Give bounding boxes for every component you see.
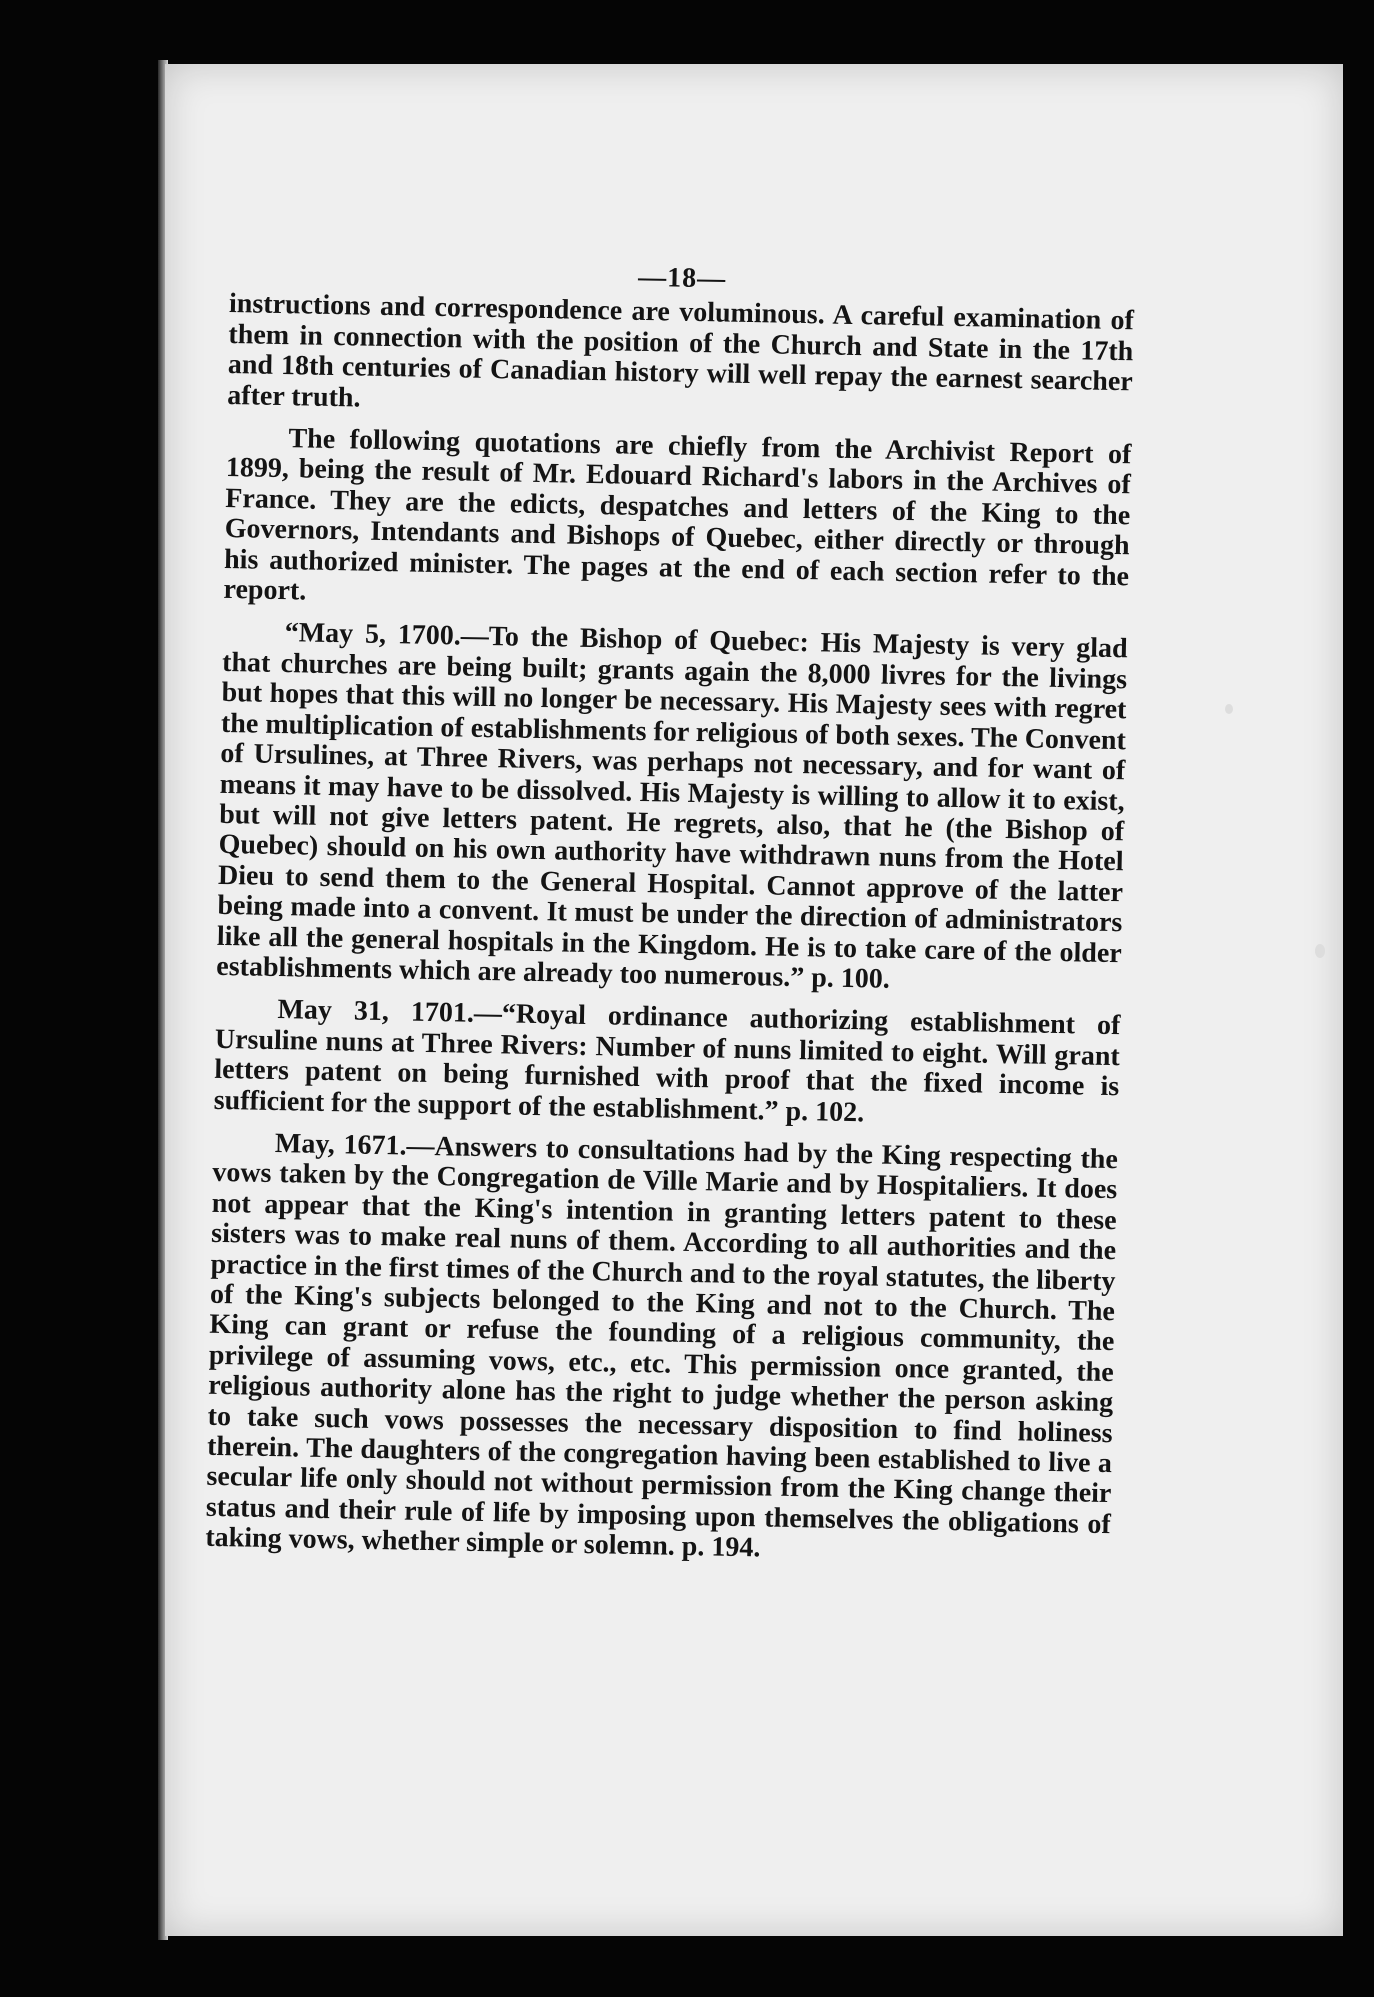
- page-number: —18—: [637, 261, 727, 295]
- paragraph-intro: instructions and correspondence are voluminous. A careful examination of them in connection with the position of the Church and State in the 17th and 18th centuries of Canadian history will well repay the earnest searcher after truth.: [227, 288, 1135, 414]
- scan-speck: [1225, 704, 1233, 714]
- scan-speck: [1315, 944, 1325, 958]
- paragraph-may-1671: May, 1671.—Answers to consultations had by the King respecting the vows taken by the Congregation de Ville Marie and by Hospitaliers. It does not appear that the King's intention in granting letters patent to these sisters was to make real nuns of them. According to all authorities and the practice in the first times of the Church and to the royal statutes, the liberty of the King's subjects belonged to the King and not to the Church. The King can grant or refuse the founding of a religious community, the privilege of assuming vows, etc., etc. This permission once granted, the religious authority alone has the right to judge whether the person asking to take such vows possesses the necessary disposition to find holiness therein. The daughters of the congregation having been established to live a secular life only should not without permission from the King change their status and their rule of life by imposing upon themselves the obligations of taking vows, whether simple or solemn. p. 194.: [205, 1127, 1119, 1564]
- page-text: [205, 255, 1135, 1583]
- paragraph-may-1700: “May 5, 1700.—To the Bishop of Quebec: His Majesty is very glad that churches are being built; grants again the 8,000 livres for the livings but hopes that this will no longer be necessary. His Majesty sees with regret the multiplication of establishments for religious of both sexes. The Convent of Ursulines, at Three Rivers, was perhaps not necessary, and for want of means it may have to be dissolved. His Majesty is willing to allow it to exist, but will not give letters patent. He regrets, also, that he (the Bishop of Quebec) should on his own authority have withdrawn nuns from the Hotel Dieu to send them to the General Hospital. Cannot approve of the latter being made into a convent. It must be under the direction of administrators like all the general hospitals in the Kingdom. He is to take care of the older establishments which are already too numerous.” p. 100.: [216, 617, 1128, 995]
- paragraph-quotations-note: The following quotations are chiefly from the Archivist Report of 1899, being the result of Mr. Edouard Richard's labors in the Archives of France. They are the edicts, despatches and letters of the King to the Governors, Intendants and Bishops of Quebec, either directly or through his authorized minister. The pages at the end of each section refer to the report.: [223, 423, 1132, 607]
- paragraph-may-1701: May 31, 1701.—“Royal ordinance authorizing establishment of Ursuline nuns at Three Rivers: Number of nuns limited to eight. Will grant letters patent on being furnished with proof that the fixed income is sufficient for the support of the establishment.” p. 102.: [213, 994, 1121, 1128]
